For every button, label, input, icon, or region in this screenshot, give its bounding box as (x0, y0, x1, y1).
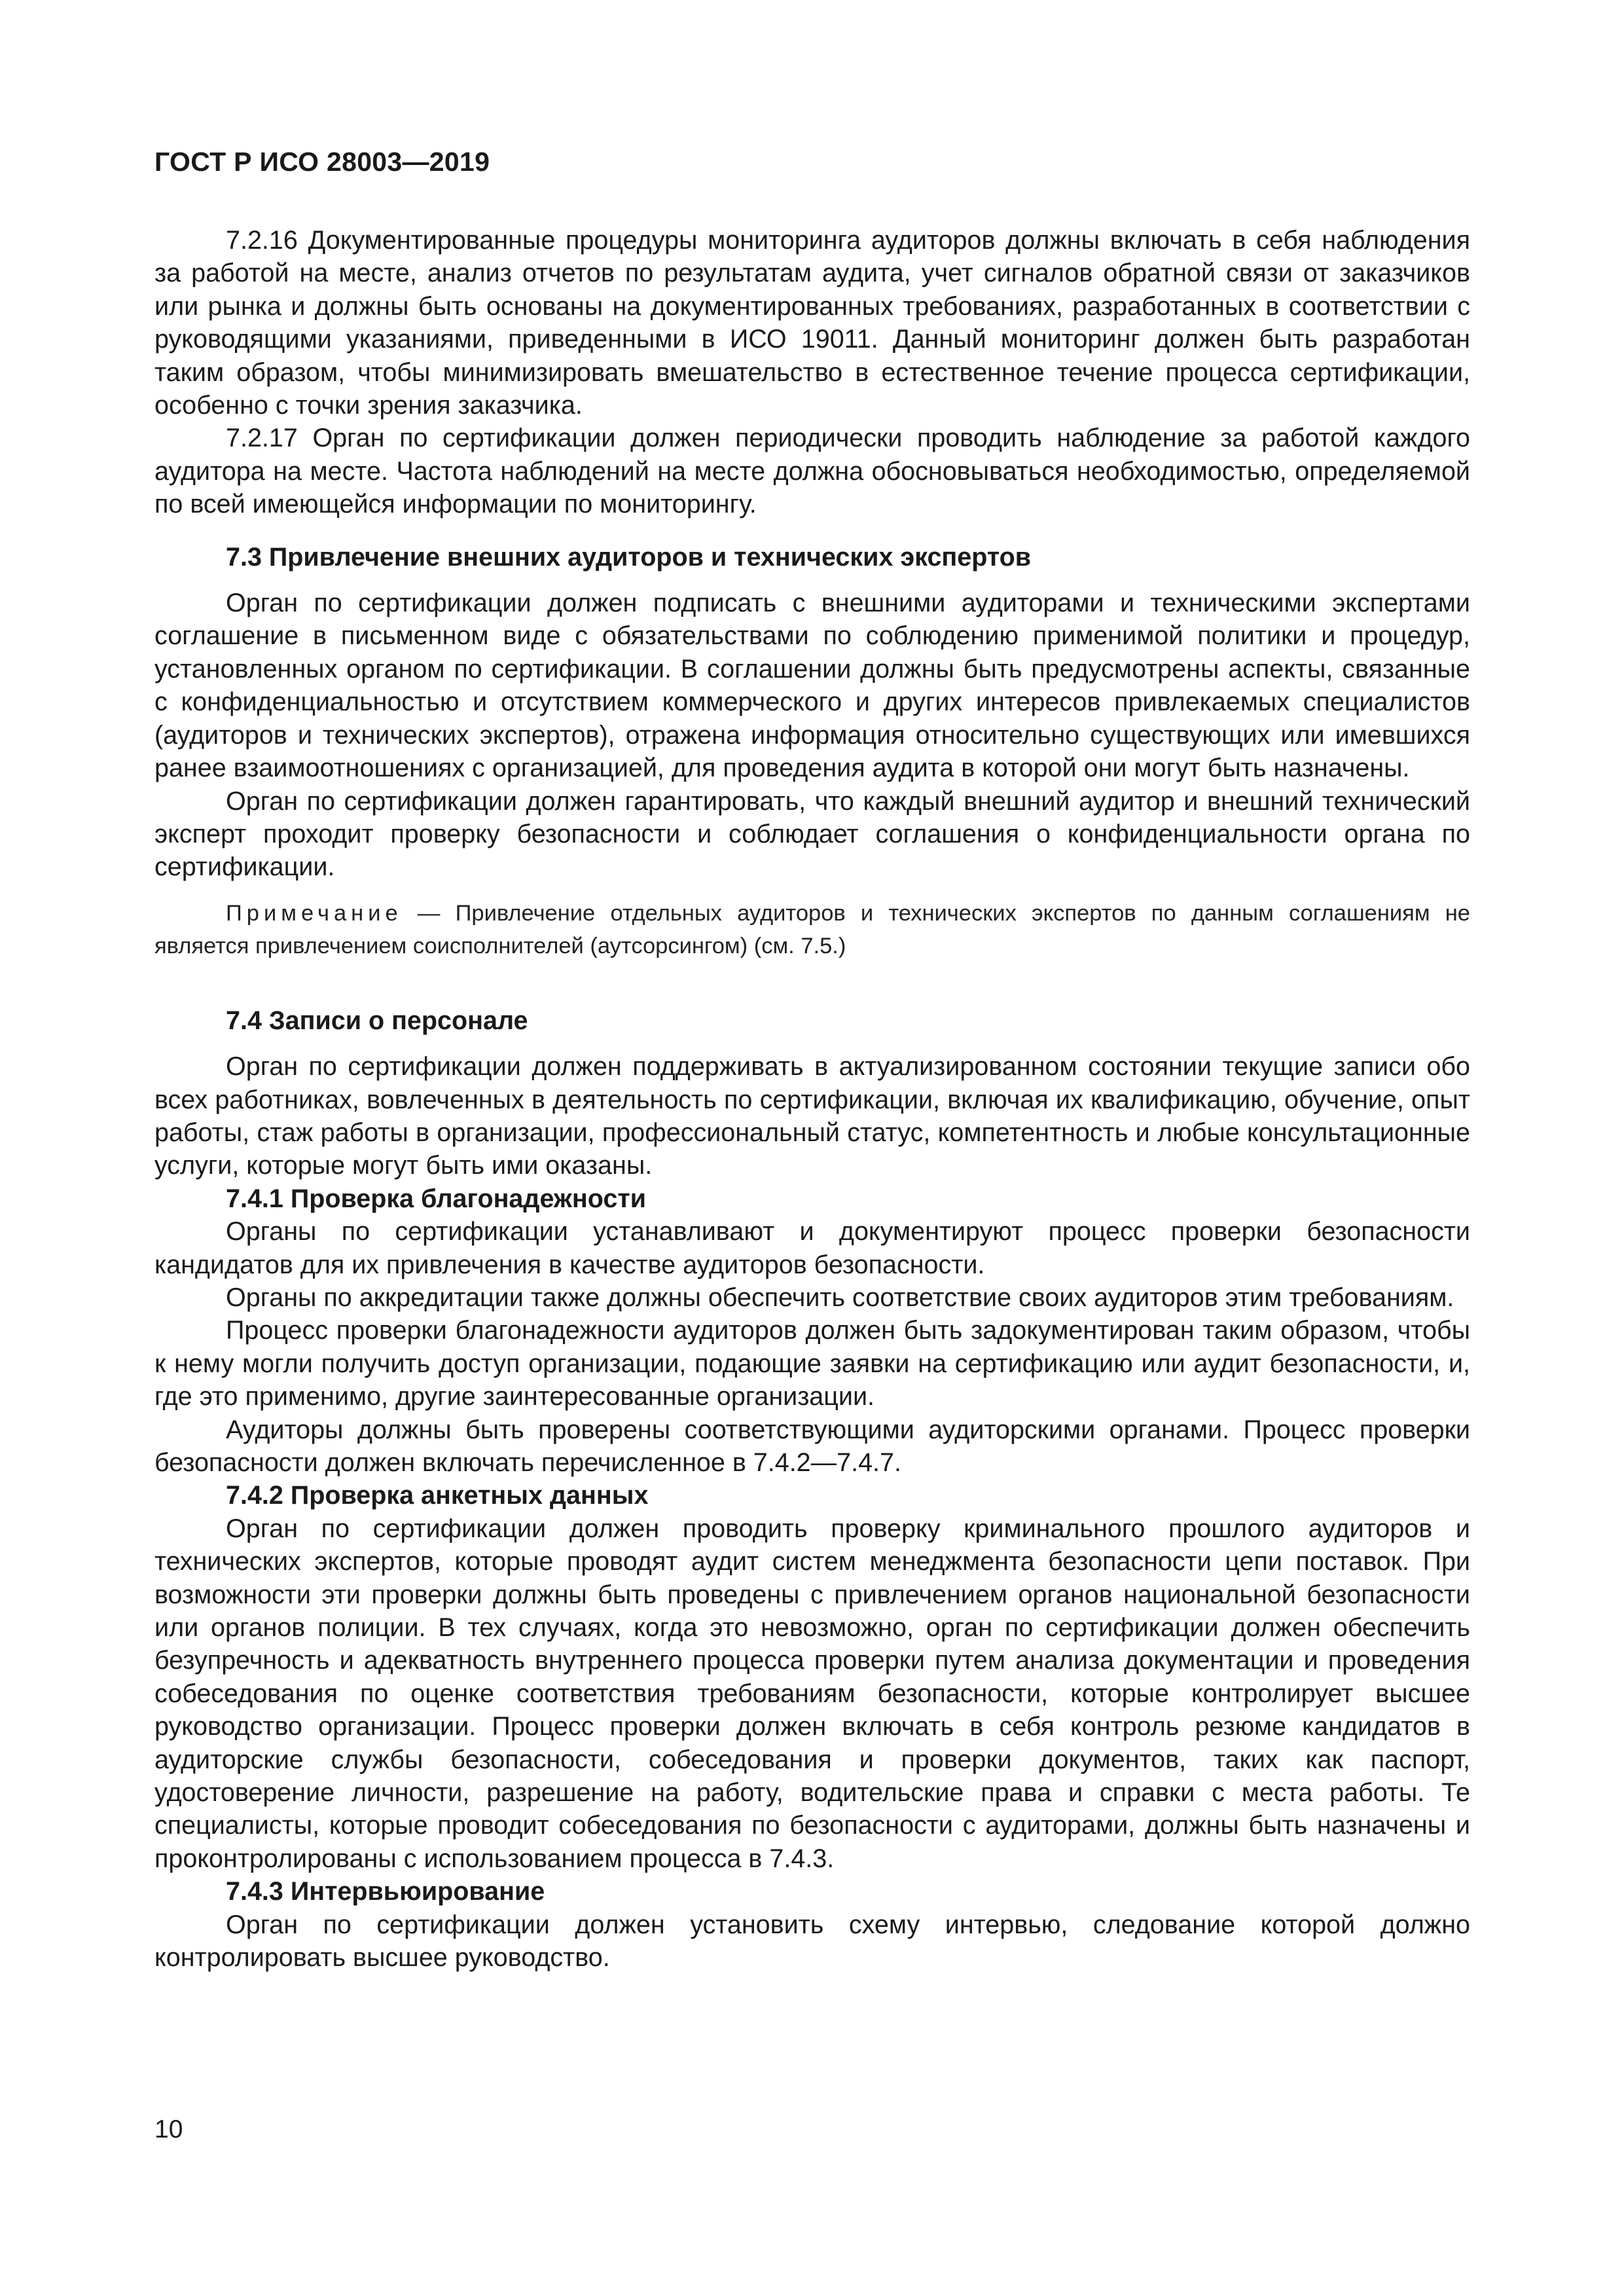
paragraph-7-4-1-b: Органы по аккредитации также должны обеспечить соответствие своих аудиторов этим требованиям. (226, 1283, 1454, 1312)
paragraph-7-2-17: 7.2.17 Орган по сертификации должен периодически проводить наблюдение за работой каждого аудитора на месте. Частота наблюдений на месте должна обосновываться необходимостью, определяемой по всей имеющейся информации по мониторингу. (154, 424, 1470, 519)
note (154, 897, 1470, 962)
section-heading-7-4-3: 7.4.3 Интервьюирование (226, 1877, 545, 1906)
section-heading-7-3: 7.3 Привлечение внешних аудиторов и технических экспертов (226, 542, 1032, 572)
paragraph-7-2-16: 7.2.16 Документированные процедуры мониторинга аудиторов должны включать в себя наблюдения за работой на месте, анализ отчетов по результатам аудита, учет сигналов обратной связи от заказчиков или рынка и должны быть основаны на документированных требованиях, разработанных в соответствии с руководящими указаниями, приведенными в ИСО 19011. Данный мониторинг должен быть разработан таким образом, чтобы минимизировать вмешательство в естественное течение процесса сертификации, особенно с точки зрения заказчика. (154, 226, 1470, 420)
document-body (154, 224, 1470, 1975)
paragraph-7-4-2: Орган по сертификации должен проводить проверку криминального прошлого аудиторов и технических экспертов, которые проводят аудит систем менеджмента безопасности цепи поставок. При возможности эти проверки должны быть проведены с привлечением органов национальной безопасности или органов полиции. В тех случаях, когда это невозможно, орган по сертификации должен обеспечить безупречность и адекватность внутреннего процесса проверки путем анализа документации и проведения собеседования по оценке соответствия требованиям безопасности, которые контролирует высшее руководство организации. Процесс проверки должен включать в себя контроль резюме кандидатов в аудиторские службы безопасности, собеседования и проверки документов, таких как паспорт, удостоверение личности, разрешение на работу, водительские права и справки с места работы. Те специалисты, которые проводит собеседования по безопасности с аудиторами, должны быть назначены и проконтролированы с использованием процесса в 7.4.3. (154, 1514, 1470, 1873)
paragraph-7-3-agreement: Орган по сертификации должен подписать с внешними аудиторами и техническими экспертами соглашение в письменном виде с обязательствами по соблюдению применимой политики и процедур, установленных органом по сертификации. В соглашении должны быть предусмотрены аспекты, связанные с конфиденциальностью и отсутствием коммерческого и других интересов привлекаемых специалистов (аудиторов и технических экспертов), отражена информация относительно существующих или имевшихся ранее взаимоотношениях с организацией, для проведения аудита в которой они могут быть назначены. (154, 589, 1470, 783)
document-header: ГОСТ Р ИСО 28003—2019 (154, 147, 490, 177)
section-heading-7-4-1: 7.4.1 Проверка благонадежности (226, 1184, 646, 1213)
paragraph-7-4-1-a: Органы по сертификации устанавливают и документируют процесс проверки безопасности кандидатов для их привлечения в качестве аудиторов безопасности. (154, 1217, 1470, 1279)
paragraph-7-3-security-check: Орган по сертификации должен гарантировать, что каждый внешний аудитор и внешний технический эксперт проходит проверку безопасности и соблюдает соглашения о конфиденциальности органа по сертификации. (154, 786, 1470, 882)
paragraph-7-4-1-c: Процесс проверки благонадежности аудиторов должен быть задокументирован таким образом, чтобы к нему могли получить доступ организации, подающие заявки на сертификацию или аудит безопасности, и, где это применимо, другие заинтересованные организации. (154, 1316, 1470, 1412)
section-heading-7-4: 7.4 Записи о персонале (226, 1006, 528, 1035)
document-page (154, 0, 1470, 2296)
section-heading-7-4-2: 7.4.2 Проверка анкетных данных (226, 1481, 649, 1510)
paragraph-7-4-1-d: Аудиторы должны быть проверены соответствующими аудиторскими органами. Процесс проверки безопасности должен включать перечисленное в 7.4.2—7.4.7. (154, 1415, 1470, 1477)
note-label: Примечание (226, 900, 403, 926)
paragraph-7-4: Орган по сертификации должен поддерживать в актуализированном состоянии текущие записи обо всех работниках, вовлеченных в деятельность по сертификации, включая их квалификацию, обучение, опыт работы, стаж работы в организации, профессиональный статус, компетентность и любые консультационные услуги, которые могут быть ими оказаны. (154, 1052, 1470, 1180)
page-number: 10 (154, 2115, 183, 2143)
note-text: — Привлечение отдельных аудиторов и технических экспертов по данным соглашениям не является привлечением соисполнителей (аутсорсингом) (см. 7.5.) (154, 900, 1470, 958)
paragraph-7-4-3: Орган по сертификации должен установить схему интервью, следование которой должно контролировать высшее руководство. (154, 1910, 1470, 1973)
